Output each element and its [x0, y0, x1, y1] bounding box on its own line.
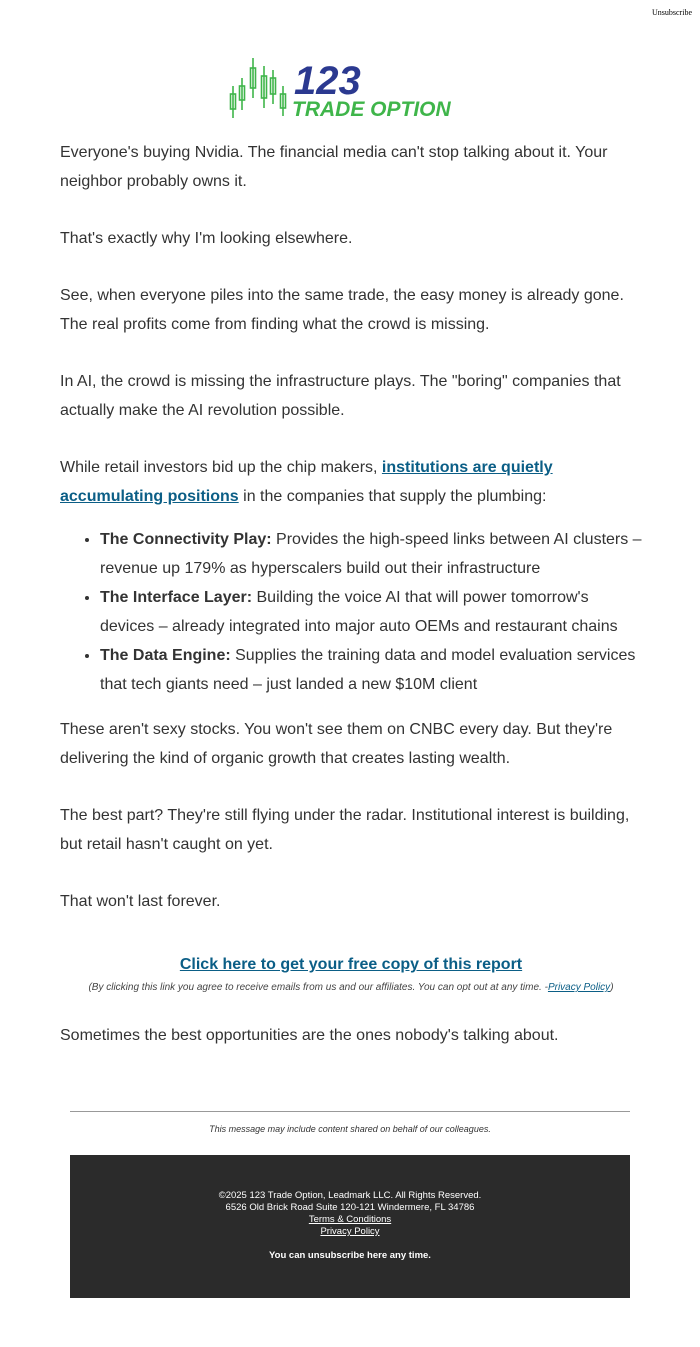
colleagues-note: This message may include content shared on behalf of our colleagues. [209, 1124, 491, 1134]
terms-link[interactable]: Terms & Conditions [308, 1214, 392, 1225]
paragraph-6: These aren't sexy stocks. You won't see them on CNBC every day. But they're delivering the kind of organic growth that creates lasting wealth. [60, 721, 613, 767]
footer-divider [70, 1111, 630, 1112]
infrastructure-list [60, 525, 642, 699]
paragraph-5-tail: in the companies that supply the plumbing: [238, 488, 547, 505]
list-item-title: The Interface Layer: [100, 589, 253, 606]
list-item [100, 641, 642, 699]
paragraph-3: See, when everyone piles into the same trade, the easy money is already gone. The real profits come from finding what the crowd is missing. [60, 287, 624, 333]
list-item-title: The Connectivity Play: [100, 531, 272, 548]
disclaimer-privacy-link[interactable]: Privacy Policy [547, 982, 611, 993]
disclaimer-close: ) [610, 982, 614, 993]
paragraph-2: That's exactly why I'm looking elsewhere. [60, 230, 353, 247]
disclaimer-text: (By clicking this link you agree to receive emails from us and our affiliates. You can opt out at any time. - [88, 982, 548, 993]
unsubscribe-link-top[interactable]: Unsubscribe [652, 8, 692, 17]
list-item [100, 583, 642, 641]
logo-wordmark: TRADE OPTION [292, 98, 451, 121]
cta-container [60, 950, 642, 979]
institutions-link[interactable]: institutions are quietly accumulating positions [60, 459, 553, 505]
email-body [60, 138, 642, 1078]
cta-disclaimer [50, 981, 652, 995]
paragraph-8: That won't last forever. [60, 893, 221, 910]
list-item-title: The Data Engine: [100, 647, 231, 664]
paragraph-9: Sometimes the best opportunities are the ones nobody's talking about. [60, 1027, 559, 1044]
footer-copyright: ©2025 123 Trade Option, Leadmark LLC. All Rights Reserved. [218, 1190, 482, 1201]
paragraph-5 [60, 453, 642, 511]
paragraph-5-lead: While retail investors bid up the chip makers, [60, 459, 382, 476]
brand-logo [228, 56, 478, 122]
free-report-link[interactable]: Click here to get your free copy of this report [179, 956, 523, 973]
list-item-text: Provides the high-speed links between AI clusters – revenue up 179% as hyperscalers build out their infrastructure [100, 531, 642, 577]
paragraph-7: The best part? They're still flying under the radar. Institutional interest is building, but retail hasn't caught on yet. [60, 807, 630, 853]
footer [70, 1155, 630, 1298]
footer-unsubscribe-note[interactable]: You can unsubscribe here any time. [269, 1250, 431, 1261]
candlestick-logo-icon [228, 56, 478, 122]
privacy-policy-link[interactable]: Privacy Policy [320, 1226, 380, 1237]
paragraph-4: In AI, the crowd is missing the infrastructure plays. The "boring" companies that actually make the AI revolution possible. [60, 373, 621, 419]
logo-number: 123 [294, 59, 361, 103]
list-item-text: Building the voice AI that will power tomorrow's devices – already integrated into major auto OEMs and restaurant chains [100, 589, 618, 635]
footer-address: 6526 Old Brick Road Suite 120-121 Windermere, FL 34786 [225, 1202, 475, 1213]
paragraph-1: Everyone's buying Nvidia. The financial media can't stop talking about it. Your neighbor probably owns it. [60, 144, 608, 190]
list-item-text: Supplies the training data and model evaluation services that tech giants need – just landed a new $10M client [100, 647, 636, 693]
list-item [100, 525, 642, 583]
